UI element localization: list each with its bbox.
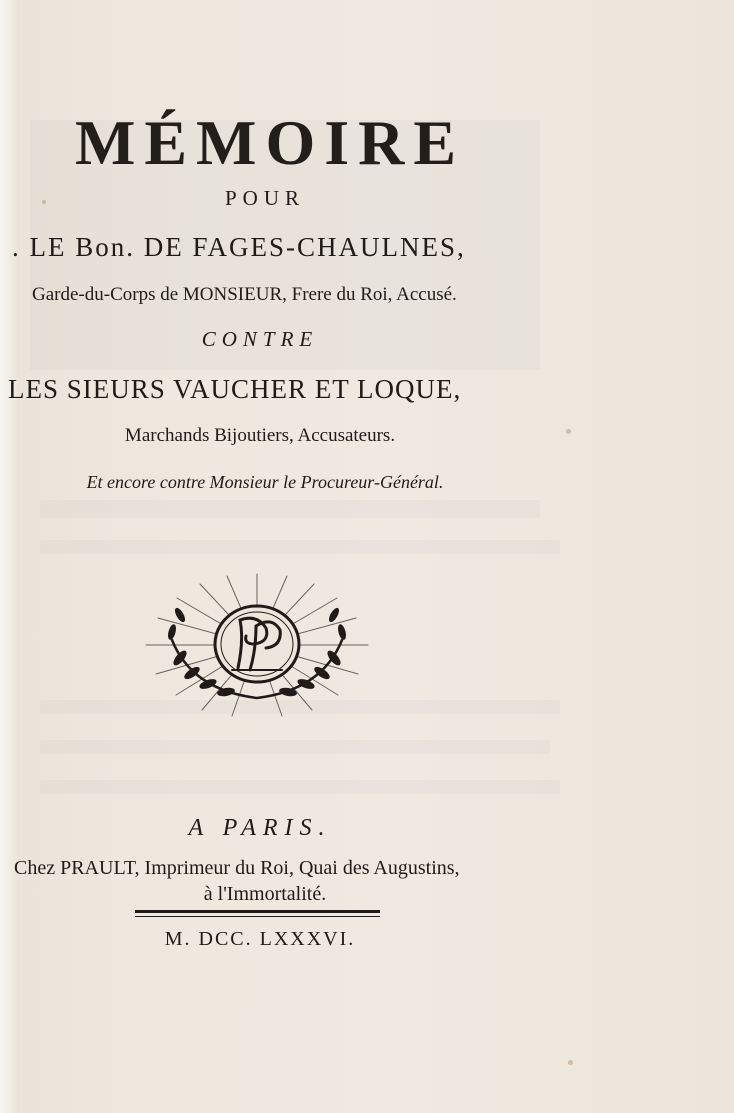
monogram-wreath-ornament [132,570,382,720]
book-gutter [0,0,20,1113]
party-name: . LE Bon. DE FAGES-CHAULNES, [12,232,466,262]
contre-line: CONTRE [201,327,319,351]
imprint-shop-sign: à l'Immortalité. [203,883,327,905]
imprint-printer: Chez PRAULT, Imprimeur du Roi, Quai des Augustins, [14,857,460,879]
show-through-line [40,540,560,554]
double-rule-thin [135,916,380,917]
double-rule-thick [135,910,380,913]
imprint-date: M. DCC. LXXXVI. [164,928,356,950]
show-through-line [40,780,560,794]
party-description: Garde-du-Corps de MONSIEUR, Frere du Roi, Accusé. [32,284,457,305]
pour-line: POUR [224,186,306,210]
imprint-place: A PARIS. [188,815,332,841]
opponents-name: LES SIEURS VAUCHER ET LOQUE, [8,374,462,404]
foxing-spot [566,429,571,434]
title: MÉMOIRE [74,107,466,178]
also-against-line: Et encore contre Monsieur le Procureur-Général. [86,472,444,492]
opponents-description: Marchands Bijoutiers, Accusateurs. [124,425,396,446]
foxing-spot [568,1060,573,1065]
show-through-line [40,740,550,754]
show-through-line [40,500,540,518]
